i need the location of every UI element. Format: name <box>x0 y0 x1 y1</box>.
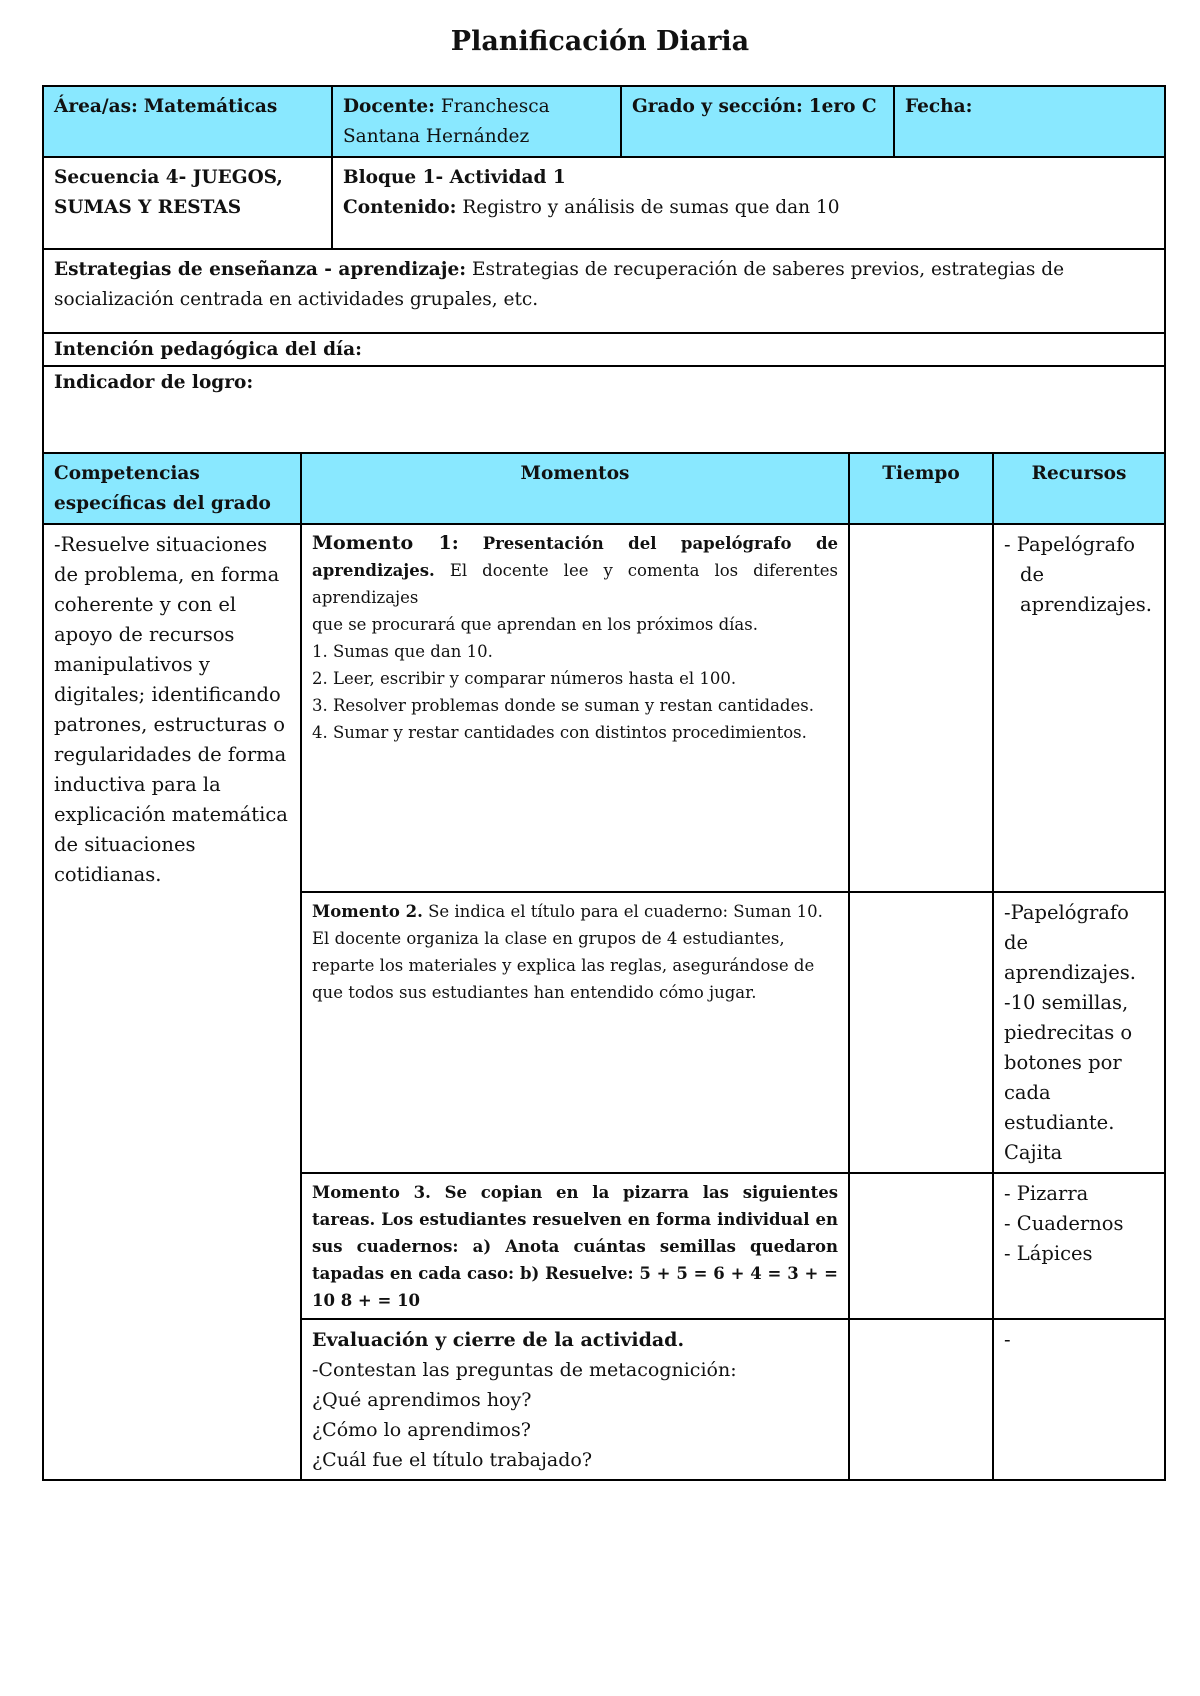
momentos-table <box>42 452 1166 1481</box>
competencia-cell <box>43 524 301 1480</box>
momento3-tiempo <box>849 1173 993 1319</box>
intencion-cell <box>43 333 1165 366</box>
indicador-cell <box>43 366 1165 463</box>
recurso-item: - Pizarra <box>1004 1182 1089 1205</box>
bloque-cell <box>332 157 1165 249</box>
grado-value: 1ero C <box>808 96 877 117</box>
evaluacion-tiempo <box>849 1319 993 1480</box>
page-title: Planificación Diaria <box>450 26 750 57</box>
col-momentos: Momentos <box>301 453 849 524</box>
recurso-item: -Papelógrafo de aprendizajes. <box>1004 901 1136 984</box>
estrategias-value: Estrategias de recuperación de saberes previos, estrategias de socialización centrada en actividades grupales, etc. <box>54 259 1065 310</box>
momento1-item: 4. Sumar y restar cantidades con distintos procedimientos. <box>312 723 807 742</box>
grado-cell <box>621 86 894 157</box>
col-tiempo: Tiempo <box>849 453 993 524</box>
recurso-item: Cajita <box>1004 1141 1063 1164</box>
momento1-bold: Presentación del papelógrafo de aprendizajes. <box>312 534 838 580</box>
fecha-label: Fecha: <box>905 96 973 117</box>
contenido-value: Registro y análisis de sumas que dan 10 <box>462 197 840 218</box>
estrategias-label: Estrategias de enseñanza - aprendizaje: <box>54 259 467 280</box>
momento3-recursos <box>993 1173 1165 1319</box>
col-competencias: Competencias específicas del grado <box>43 453 301 524</box>
momento1-text2: que se procurará que aprendan en los próximos días. <box>312 615 758 634</box>
momento1-cell <box>301 524 849 892</box>
recurso-item: - Papelógrafo de aprendizajes. <box>1004 533 1152 616</box>
intencion-label: Intención pedagógica del día: <box>54 339 362 360</box>
momento1-text: El docente lee y comenta los diferentes aprendizajes <box>312 561 839 607</box>
estrategias-cell <box>43 249 1165 333</box>
docente-label: Docente: <box>343 96 436 117</box>
momento2-cell <box>301 892 849 1173</box>
momento3-text: Momento 3. Se copian en la pizarra las siguientes tareas. Los estudiantes resuelven en forma individual en sus cuadernos: a) Anota cuántas semillas quedaron tapadas en cada caso: b) Resuelve: 5 + 5 = 6 + 4 = 3 + = 10 8 + = 10 <box>312 1183 838 1310</box>
momento2-recursos <box>993 892 1165 1173</box>
recurso-item: -10 semillas, piedrecitas o botones por cada estudiante. <box>1004 991 1133 1134</box>
evaluacion-line: -Contestan las preguntas de metacognición: <box>312 1359 737 1381</box>
fecha-cell <box>894 86 1165 157</box>
area-cell <box>43 86 332 157</box>
momento2-label: Momento 2. <box>312 902 423 921</box>
col-recursos: Recursos <box>993 453 1165 524</box>
area-label: Área/as: <box>54 96 138 117</box>
momento1-tiempo <box>849 524 993 892</box>
contenido-label: Contenido: <box>343 197 457 218</box>
momento1-item: 1. Sumas que dan 10. <box>312 642 493 661</box>
momento1-item: 2. Leer, escribir y comparar números hasta el 100. <box>312 669 737 688</box>
secuencia-cell <box>43 157 332 249</box>
recurso-item: - Cuadernos <box>1004 1212 1124 1235</box>
grado-label: Grado y sección: <box>632 96 803 117</box>
evaluacion-recursos <box>993 1319 1165 1480</box>
secuencia-label: Secuencia 4- JUEGOS, SUMAS Y RESTAS <box>54 167 283 218</box>
docente-cell <box>332 86 621 157</box>
bloque-label: Bloque 1- Actividad 1 <box>343 167 566 188</box>
evaluacion-cell <box>301 1319 849 1480</box>
evaluacion-line: ¿Cuál fue el título trabajado? <box>312 1449 592 1471</box>
momento3-cell <box>301 1173 849 1319</box>
evaluacion-line: ¿Cómo lo aprendimos? <box>312 1419 531 1441</box>
recurso-item: - <box>1004 1328 1011 1351</box>
evaluacion-line: ¿Qué aprendimos hoy? <box>312 1389 532 1411</box>
momento2-text: Se indica el título para el cuaderno: Suman 10. El docente organiza la clase en grupos de 4 estudiantes, reparte los materiales y explica las reglas, asegurándose de que todos sus estudiantes han entendido cómo jugar. <box>312 902 823 1002</box>
header-table <box>42 85 1166 464</box>
momento1-recursos <box>993 524 1165 892</box>
docente-value: Franchesca Santana Hernández <box>343 96 550 147</box>
recurso-item: - Lápices <box>1004 1242 1093 1265</box>
momento1-item: 3. Resolver problemas donde se suman y restan cantidades. <box>312 696 814 715</box>
momento1-label: Momento 1: <box>312 532 459 554</box>
indicador-label: Indicador de logro: <box>54 372 254 393</box>
area-value: Matemáticas <box>143 96 278 117</box>
momento2-tiempo <box>849 892 993 1173</box>
evaluacion-label: Evaluación y cierre de la actividad. <box>312 1329 685 1351</box>
competencia-text: -Resuelve situaciones de problema, en forma coherente y con el apoyo de recursos manipulativos y digitales; identificando patrones, estructuras o regularidades de forma inductiva para la explicación matemática de situaciones cotidianas. <box>54 533 288 886</box>
